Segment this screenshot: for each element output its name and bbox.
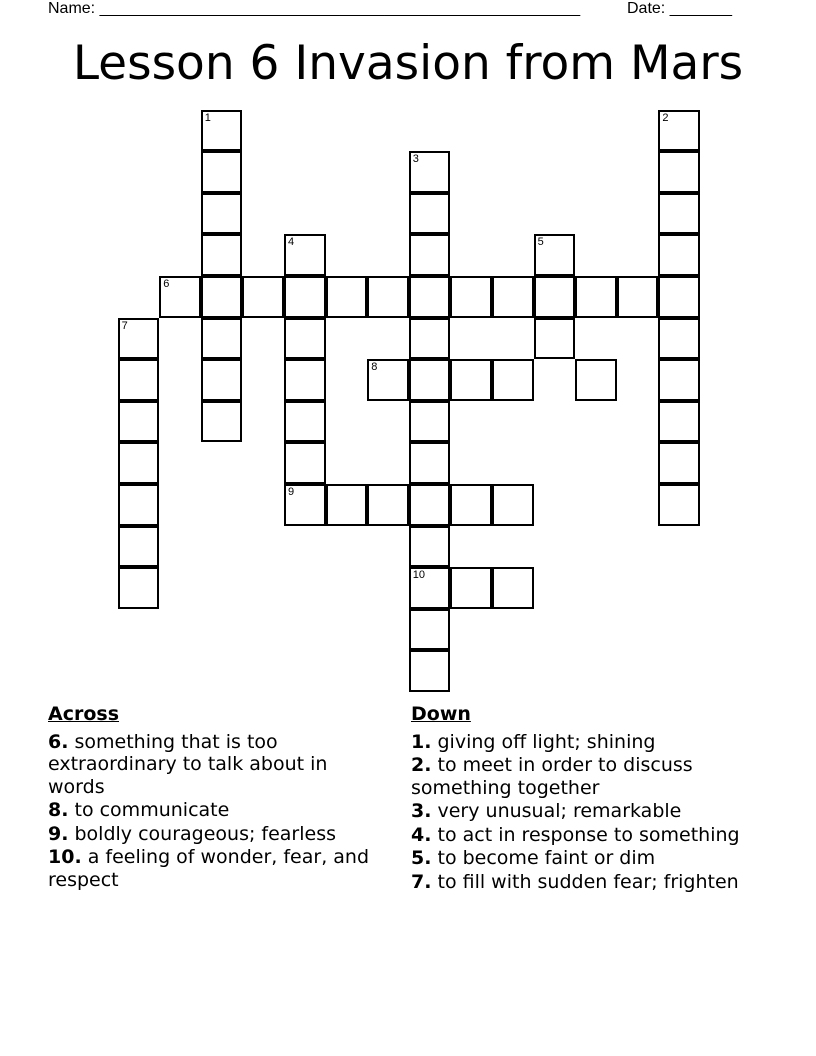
clue-text: to meet in order to discuss something together	[411, 754, 693, 799]
grid-cell[interactable]	[409, 401, 451, 443]
grid-cell[interactable]	[409, 484, 451, 526]
grid-cell[interactable]	[450, 276, 492, 318]
grid-cell[interactable]	[658, 318, 700, 360]
grid-cell[interactable]	[118, 401, 160, 443]
clue-number: 9.	[48, 822, 69, 845]
grid-cell[interactable]	[409, 567, 451, 609]
clue-number-label: 10	[412, 569, 426, 582]
grid-cell[interactable]	[367, 484, 409, 526]
clue-text: a feeling of wonder, fear, and respect	[48, 846, 370, 891]
grid-cell[interactable]	[658, 484, 700, 526]
grid-cell[interactable]	[617, 276, 659, 318]
grid-cell[interactable]	[118, 318, 160, 360]
clue-number-label: 3	[412, 153, 419, 166]
grid-cell[interactable]	[201, 151, 243, 193]
grid-cell[interactable]	[284, 359, 326, 401]
down-clue	[411, 800, 751, 823]
grid-cell[interactable]	[492, 567, 534, 609]
grid-cell[interactable]	[534, 234, 576, 276]
grid-cell[interactable]	[409, 318, 451, 360]
grid-cell[interactable]	[326, 276, 368, 318]
across-clue	[48, 799, 378, 822]
down-clue	[411, 824, 751, 847]
grid-cell[interactable]	[201, 318, 243, 360]
grid-cell[interactable]	[575, 276, 617, 318]
clue-text: very unusual; remarkable	[437, 800, 682, 822]
grid-cell[interactable]	[284, 276, 326, 318]
grid-cell[interactable]	[159, 276, 201, 318]
clue-number: 5.	[411, 847, 432, 869]
grid-cell[interactable]	[450, 567, 492, 609]
grid-cell[interactable]	[409, 526, 451, 568]
grid-cell[interactable]	[409, 193, 451, 235]
down-clue	[411, 731, 751, 754]
clue-number-label: 4	[288, 236, 295, 249]
grid-cell[interactable]	[450, 359, 492, 401]
grid-cell[interactable]	[242, 276, 284, 318]
grid-cell[interactable]	[409, 609, 451, 651]
clue-number: 8.	[48, 799, 69, 821]
clue-number-label: 7	[121, 319, 128, 332]
across-clue	[48, 823, 378, 846]
grid-cell[interactable]	[492, 276, 534, 318]
grid-cell[interactable]	[201, 401, 243, 443]
clue-number: 6.	[48, 730, 69, 753]
down-clue	[411, 754, 751, 799]
grid-cell[interactable]	[284, 234, 326, 276]
grid-cell[interactable]	[492, 359, 534, 401]
grid-cell[interactable]	[658, 110, 700, 152]
clue-text: to fill with sudden fear; frighten	[437, 870, 739, 893]
clue-number: 2.	[411, 754, 432, 776]
grid-cell[interactable]	[201, 234, 243, 276]
grid-cell[interactable]	[201, 276, 243, 318]
grid-cell[interactable]	[201, 110, 243, 152]
clue-number-label: 1	[204, 111, 211, 124]
clue-number: 1.	[411, 730, 432, 753]
down-clues	[411, 703, 751, 894]
grid-cell[interactable]	[409, 151, 451, 193]
clue-number: 4.	[411, 823, 432, 846]
grid-cell[interactable]	[284, 318, 326, 360]
grid-cell[interactable]	[409, 359, 451, 401]
grid-cell[interactable]	[118, 442, 160, 484]
grid-cell[interactable]	[534, 276, 576, 318]
grid-cell[interactable]	[534, 318, 576, 360]
grid-cell[interactable]	[367, 276, 409, 318]
grid-cell[interactable]	[450, 484, 492, 526]
across-heading: Across	[48, 703, 120, 725]
grid-cell[interactable]	[409, 650, 451, 692]
grid-cell[interactable]	[409, 234, 451, 276]
across-clue	[48, 846, 378, 891]
grid-cell[interactable]	[326, 484, 368, 526]
grid-cell[interactable]	[658, 234, 700, 276]
name-field-label: Name: ______________________________________________________	[48, 0, 581, 17]
grid-cell[interactable]	[658, 401, 700, 443]
clue-number: 10.	[48, 846, 82, 868]
grid-cell[interactable]	[118, 484, 160, 526]
clue-number-label: 9	[288, 486, 295, 498]
grid-cell[interactable]	[284, 484, 326, 526]
grid-cell[interactable]	[118, 359, 160, 401]
grid-cell[interactable]	[284, 401, 326, 443]
clue-number-label: 5	[537, 236, 544, 249]
clue-text: to become faint or dim	[437, 847, 656, 869]
clue-text: something that is too extraordinary to talk about in words	[48, 730, 328, 798]
clue-text: boldly courageous; fearless	[74, 822, 337, 845]
grid-cell[interactable]	[118, 567, 160, 609]
grid-cell[interactable]	[658, 359, 700, 401]
grid-cell[interactable]	[575, 359, 617, 401]
grid-cell[interactable]	[492, 484, 534, 526]
grid-cell[interactable]	[658, 442, 700, 484]
grid-cell[interactable]	[658, 193, 700, 235]
clue-number: 7.	[411, 870, 432, 893]
across-clue	[48, 731, 378, 799]
grid-cell[interactable]	[284, 442, 326, 484]
grid-cell[interactable]	[367, 359, 409, 401]
grid-cell[interactable]	[658, 276, 700, 318]
grid-cell[interactable]	[118, 526, 160, 568]
down-clue	[411, 847, 751, 870]
clue-text: giving off light; shining	[437, 730, 656, 753]
clue-number-label: 8	[371, 361, 378, 374]
clue-text: to act in response to something	[437, 823, 740, 846]
grid-cell[interactable]	[409, 442, 451, 484]
grid-cell[interactable]	[201, 359, 243, 401]
grid-cell[interactable]	[658, 151, 700, 193]
clue-number-label: 6	[163, 278, 170, 290]
grid-cell[interactable]	[409, 276, 451, 318]
clue-number: 3.	[411, 800, 432, 822]
grid-cell[interactable]	[201, 193, 243, 235]
page-title: Lesson 6 Invasion from Mars	[72, 36, 744, 91]
date-field-label: Date: _______	[627, 0, 732, 17]
clue-text: to communicate	[74, 799, 230, 821]
across-clues	[48, 703, 378, 892]
clue-number-label: 2	[662, 111, 669, 124]
down-heading: Down	[411, 703, 471, 725]
down-clue	[411, 871, 751, 894]
